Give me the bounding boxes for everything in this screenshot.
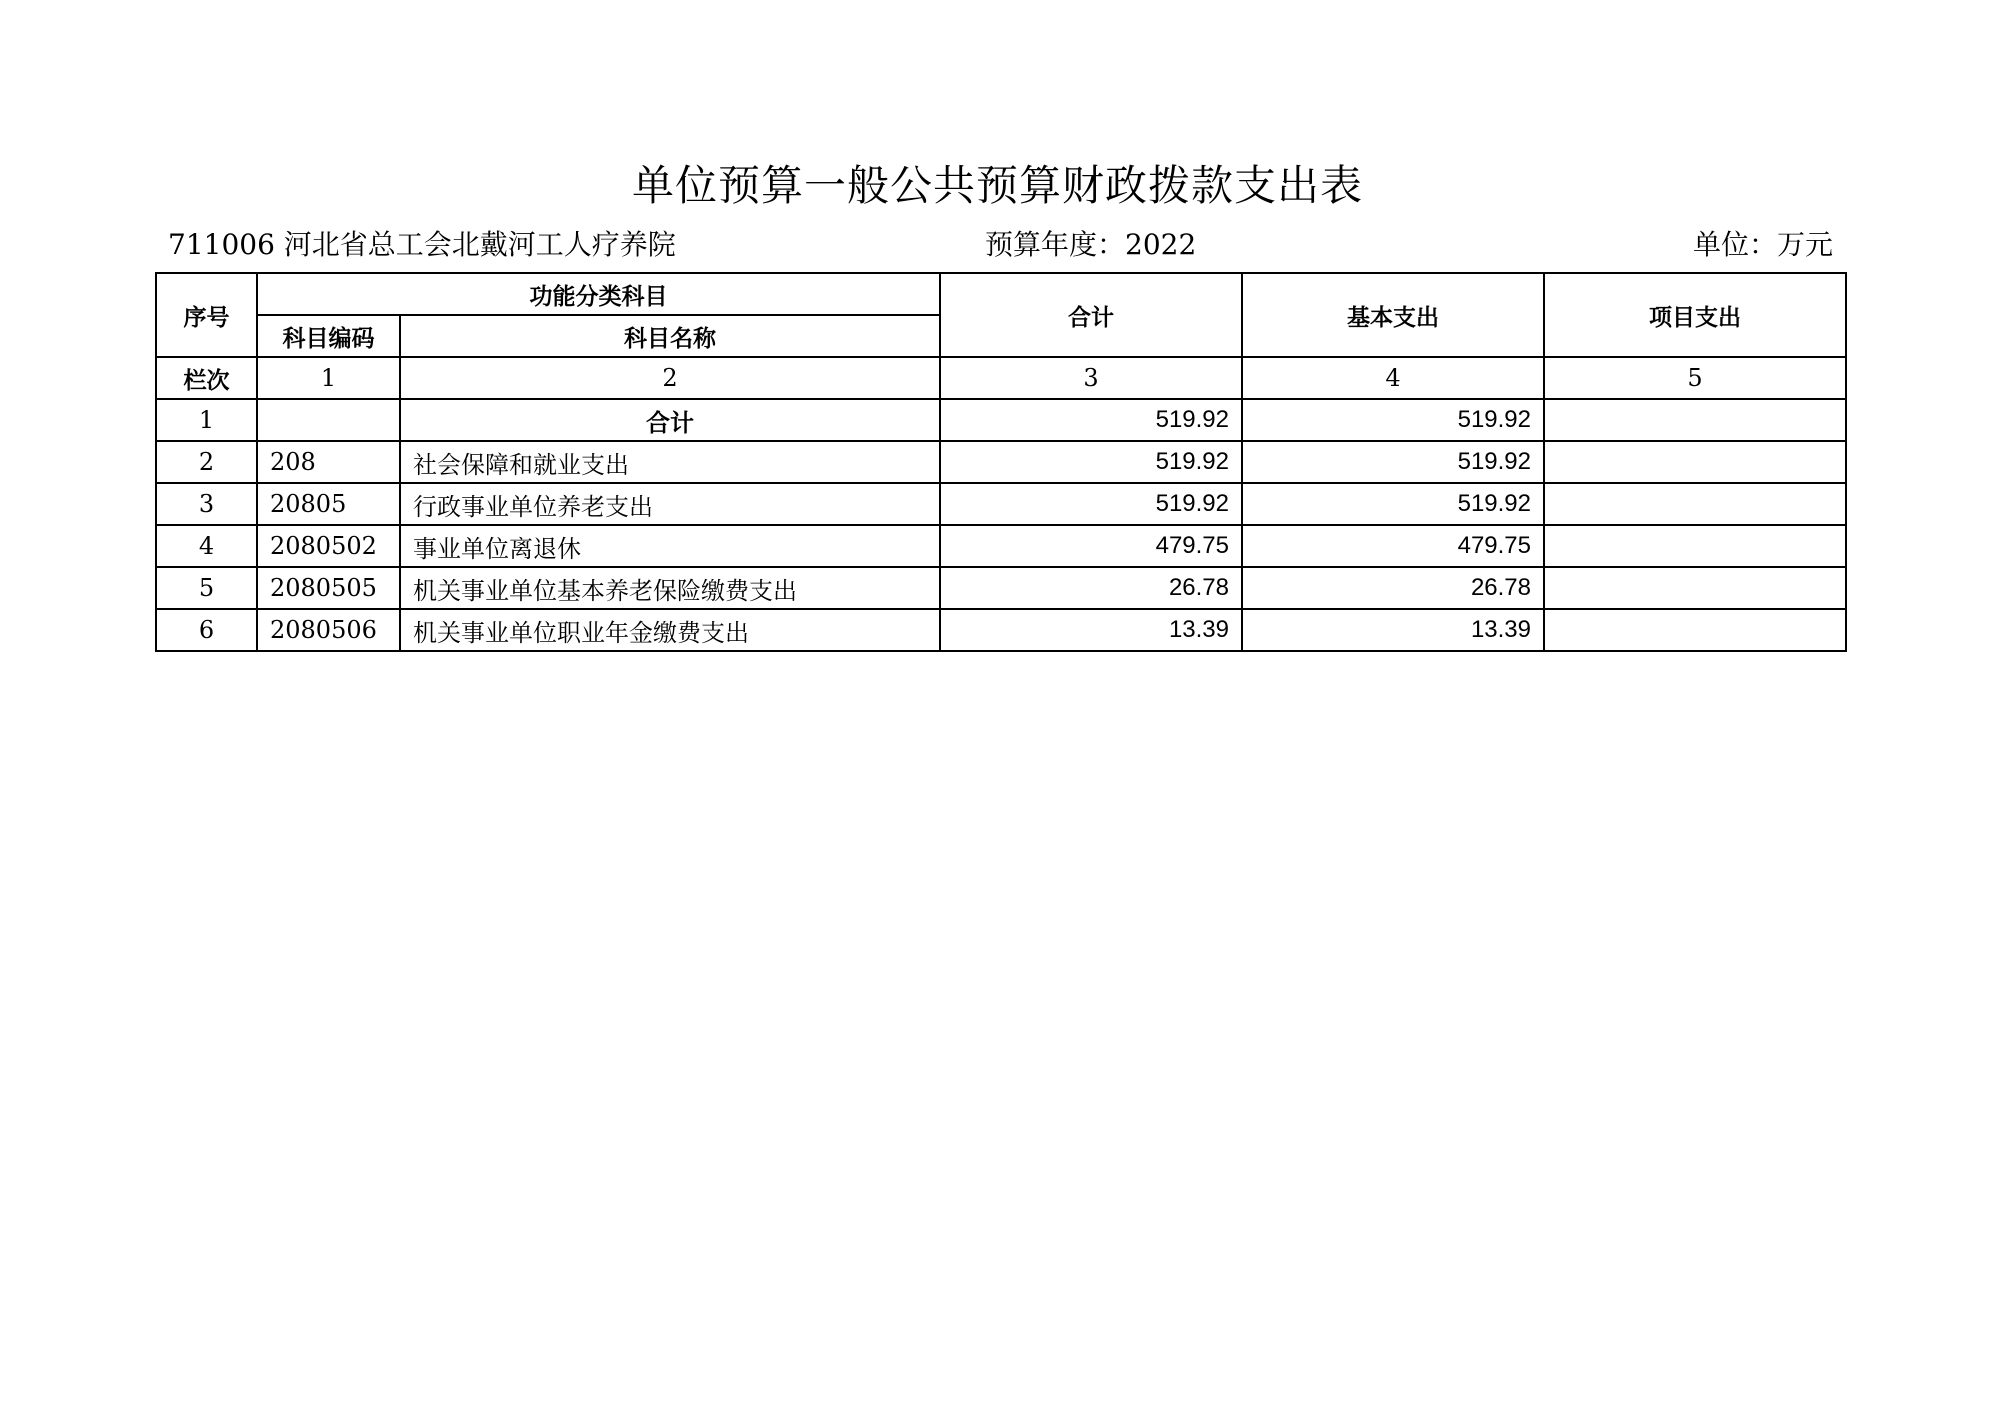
- row-basic: 519.92: [1242, 441, 1544, 483]
- row-basic: 519.92: [1242, 399, 1544, 441]
- table-row: [156, 441, 1846, 483]
- header-basic: 基本支出: [1242, 273, 1544, 357]
- row-basic: 26.78: [1242, 567, 1544, 609]
- row-project: [1544, 609, 1846, 651]
- table-row: [156, 525, 1846, 567]
- row-seq: 2: [156, 441, 257, 483]
- row-code: 208: [257, 441, 400, 483]
- header-code: 科目编码: [257, 315, 400, 357]
- row-name: 事业单位离退休: [400, 525, 940, 567]
- header-row-1: [156, 273, 1846, 315]
- row-basic: 479.75: [1242, 525, 1544, 567]
- table-row: [156, 483, 1846, 525]
- row-total: 519.92: [940, 441, 1242, 483]
- row-seq: 3: [156, 483, 257, 525]
- row-code: 20805: [257, 483, 400, 525]
- row-code: 2080506: [257, 609, 400, 651]
- header-project: 项目支出: [1544, 273, 1846, 357]
- row-code: 2080505: [257, 567, 400, 609]
- row-seq: 5: [156, 567, 257, 609]
- currency-unit: 单位：万元: [1692, 228, 1833, 261]
- row-code: 2080502: [257, 525, 400, 567]
- row-total: 13.39: [940, 609, 1242, 651]
- column-index-label: 栏次: [156, 357, 257, 399]
- row-total: 26.78: [940, 567, 1242, 609]
- table-row: [156, 609, 1846, 651]
- column-index-2: 2: [400, 357, 940, 399]
- row-project: [1544, 483, 1846, 525]
- table-row-total: [156, 399, 1846, 441]
- header-seq: 序号: [156, 273, 257, 357]
- row-basic: 519.92: [1242, 483, 1544, 525]
- row-total: 519.92: [940, 399, 1242, 441]
- row-total: 519.92: [940, 483, 1242, 525]
- row-name: 社会保障和就业支出: [400, 441, 940, 483]
- budget-year: 预算年度：2022: [985, 228, 1197, 261]
- row-project: [1544, 567, 1846, 609]
- row-basic: 13.39: [1242, 609, 1544, 651]
- row-name: 行政事业单位养老支出: [400, 483, 940, 525]
- header-func-group: 功能分类科目: [257, 273, 940, 315]
- row-seq: 1: [156, 399, 257, 441]
- column-index-4: 4: [1242, 357, 1544, 399]
- column-index-5: 5: [1544, 357, 1846, 399]
- row-project: [1544, 525, 1846, 567]
- row-name: 机关事业单位职业年金缴费支出: [400, 609, 940, 651]
- budget-table: [155, 272, 1847, 652]
- header-total: 合计: [940, 273, 1242, 357]
- row-name: 机关事业单位基本养老保险缴费支出: [400, 567, 940, 609]
- row-code: [257, 399, 400, 441]
- table-row: [156, 567, 1846, 609]
- row-total: 479.75: [940, 525, 1242, 567]
- page-title: 单位预算一般公共预算财政拨款支出表: [631, 161, 1363, 210]
- column-index-3: 3: [940, 357, 1242, 399]
- row-seq: 4: [156, 525, 257, 567]
- column-index-row: [156, 357, 1846, 399]
- row-name: 合计: [400, 399, 940, 441]
- row-project: [1544, 441, 1846, 483]
- column-index-1: 1: [257, 357, 400, 399]
- header-name: 科目名称: [400, 315, 940, 357]
- row-seq: 6: [156, 609, 257, 651]
- unit-name: 711006 河北省总工会北戴河工人疗养院: [168, 228, 676, 261]
- row-project: [1544, 399, 1846, 441]
